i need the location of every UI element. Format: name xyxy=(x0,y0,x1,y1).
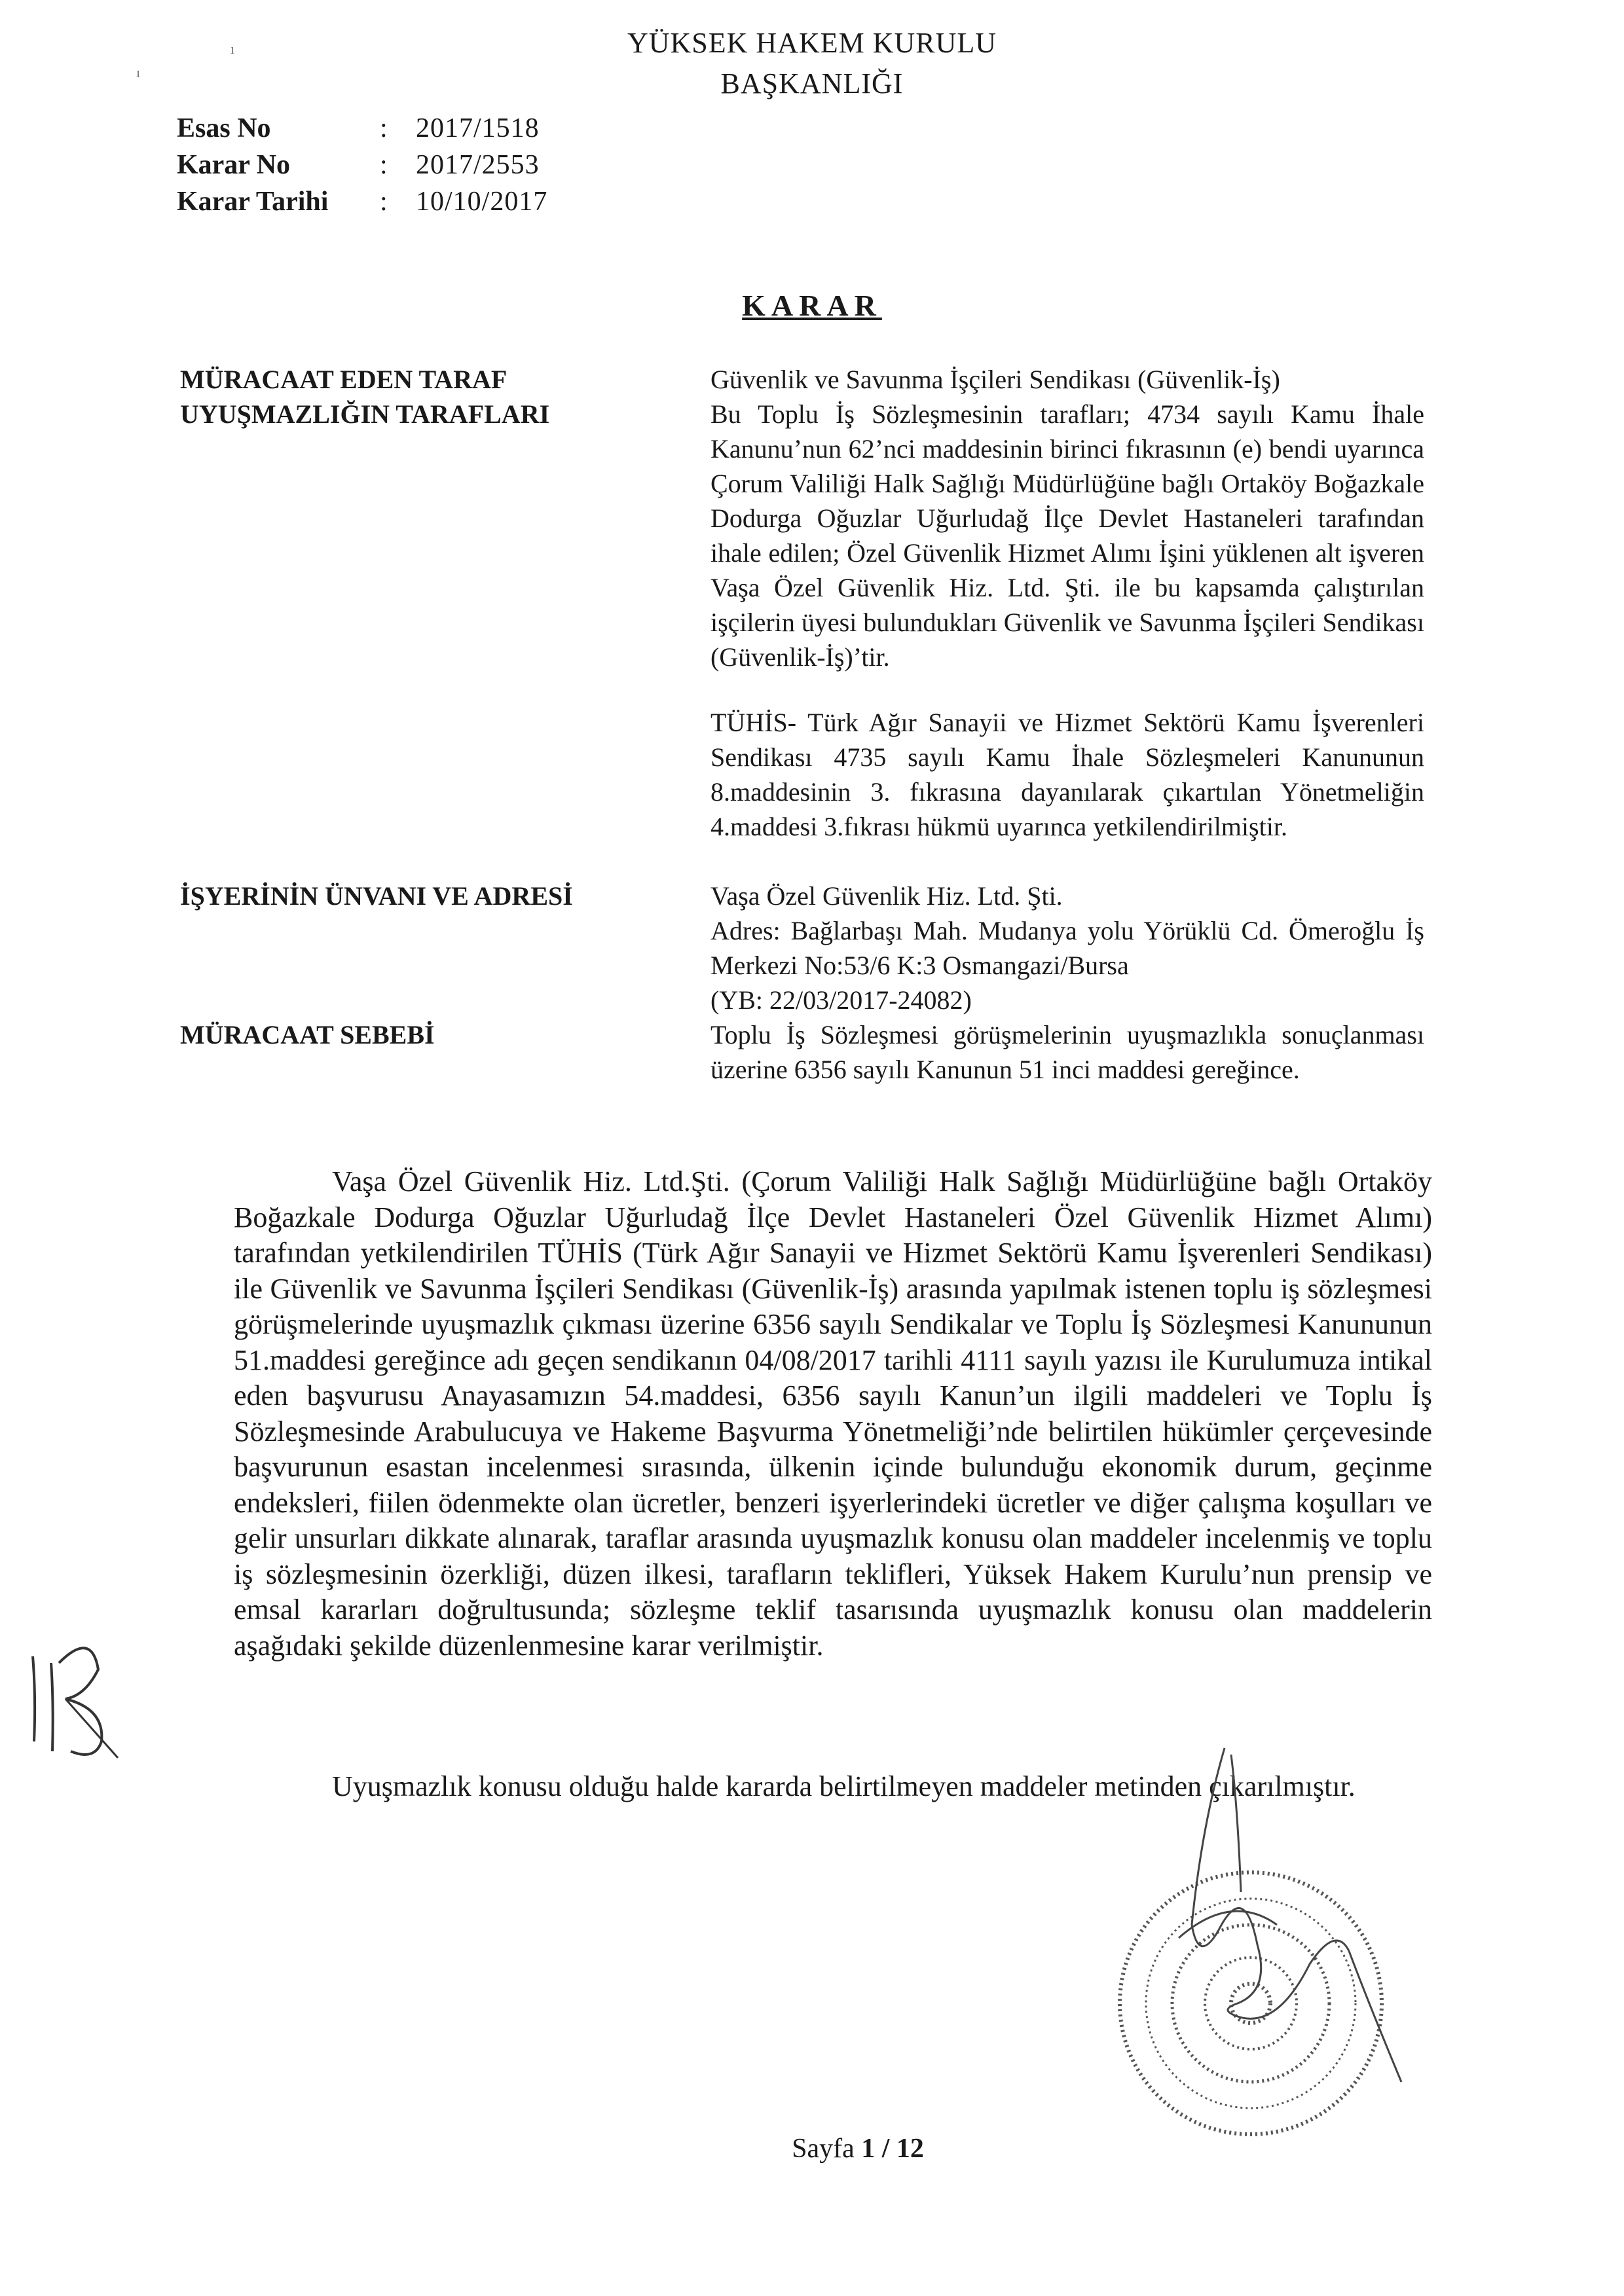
meta-separator: : xyxy=(380,113,388,143)
tarih-row xyxy=(177,183,547,220)
document-meta xyxy=(177,110,547,220)
parties-text-1: Bu Toplu İş Sözleşmesinin tarafları; 4734 sayılı Kamu İhale Kanunu’nun 62’nci maddesinin birinci fıkrasının (e) bendi uyarınca Çorum Valiliği Halk Sağlığı Müdürlüğüne bağlı Ortaköy Boğazkale Dodurga Oğuzlar Uğurludağ İlçe Devlet Hastaneleri tarafından ihale edilen; Özel Güvenlik Hizmet Alımı İşini yüklenen alt işveren Vaşa Özel Güvenlik Hiz. Ltd. Şti. ile bu kapsamda çalıştırılan işçilerin üyesi bulundukları Güvenlik ve Savunma İşçileri Sendikası (Güvenlik-İş)’tir. xyxy=(710,399,1424,672)
esas-row xyxy=(177,110,547,147)
applicant-label: MÜRACAAT EDEN TARAF xyxy=(180,365,507,394)
karar-label: Karar No xyxy=(177,150,291,180)
parties-text-2: TÜHİS- Türk Ağır Sanayii ve Hizmet Sektörü Kamu İşverenleri Sendikası 4735 sayılı Kamu İhale Sözleşmeleri Kanununun 8.maddesinin 3. fıkrasına dayanılarak çıkartılan Yönetmeliğin 4.maddesi 3.fıkrası hükmü uyarınca yetkilendirilmiştir. xyxy=(710,708,1424,841)
meta-separator: : xyxy=(380,187,388,217)
page-number xyxy=(720,2133,995,2164)
esas-value: 2017/1518 xyxy=(416,113,540,143)
workplace-address: Adres: Bağlarbaşı Mah. Mudanya yolu Yörüklü Cd. Ömeroğlu İş Merkezi No:53/6 K:3 Osmangazi/Bursa xyxy=(710,916,1424,980)
workplace-yb: (YB: 22/03/2017-24082) xyxy=(710,985,972,1015)
reason-value: Toplu İş Sözleşmesi görüşmelerinin uyuşmazlıkla sonuçlanması üzerine 6356 sayılı Kanunun 51 inci maddesi gereğince. xyxy=(710,1020,1424,1084)
parties-label: UYUŞMAZLIĞIN TARAFLARI xyxy=(180,399,550,429)
reason-label: MÜRACAAT SEBEBİ xyxy=(180,1020,435,1049)
scan-mark: ı xyxy=(231,41,235,57)
karar-row xyxy=(177,147,547,183)
page-current: 1 xyxy=(861,2134,876,2164)
meta-separator: : xyxy=(380,150,388,180)
page-prefix: Sayfa xyxy=(792,2134,855,2164)
official-seal-stamp xyxy=(1061,1728,1428,2200)
esas-label: Esas No xyxy=(177,113,271,143)
applicant-value: Güvenlik ve Savunma İşçileri Sendikası (Güvenlik-İş) xyxy=(710,365,1280,394)
workplace-label: İŞYERİNİN ÜNVANI VE ADRESİ xyxy=(180,881,573,911)
body-paragraph-2: Uyuşmazlık konusu olduğu halde kararda belirtilmeyen maddeler metinden çıkarılmıştır. xyxy=(332,1770,1356,1802)
karar-value: 2017/2553 xyxy=(416,150,540,180)
page-separator: / xyxy=(881,2134,890,2164)
body-paragraph-1: Vaşa Özel Güvenlik Hiz. Ltd.Şti. (Çorum Valiliği Halk Sağlığı Müdürlüğüne bağlı Ortaköy Boğazkale Dodurga Oğuzlar Uğurludağ İlçe Devlet Hastaneleri Özel Güvenlik Hizmet Alımı) tarafından yetkilendirilen TÜHİS (Türk Ağır Sanayii ve Hizmet Sektörü Kamu İşverenleri Sendikası) ile Güvenlik ve Savunma İşçileri Sendikası (Güvenlik-İş) arasında yapılmak istenen toplu iş sözleşmesi görüşmelerinde uyuşmazlık çıkması üzerine 6356 sayılı Sendikalar ve Toplu İş Sözleşmesi Kanununun 51.maddesi gereğince adı geçen sendikanın 04/08/2017 tarihli 4111 sayılı yazısı ile Kurulumuza intikal eden başvurusu Anayasamızın 54.maddesi, 6356 sayılı Kanun’un ilgili maddeleri ve Toplu İş Sözleşmesinde Arabulucuya ve Hakeme Başvurma Yönetmeliği’nde belirtilen hükümler çerçevesinde başvurunun esastan incelenmesi sırasında, ülkenin içinde bulunduğu ekonomik durum, geçinme endeksleri, fiilen ödenmekte olan ücretler, benzeri işyerlerindeki ücretler ve diğer çalışma koşulları ve gelir unsurları dikkate alınarak, taraflar arasında uyuşmazlık konusu olan maddeler incelenmiş ve toplu iş sözleşmesinin özerkliği, düzen ilkesi, tarafların teklifleri, Yüksek Hakem Kurulu’nun prensip ve emsal kararları doğrultusunda; sözleşme teklif tasarısında uyuşmazlık konusu olan maddelerin aşağıdaki şekilde düzenlenmesine karar verilmiştir. xyxy=(234,1165,1432,1662)
workplace-name: Vaşa Özel Güvenlik Hiz. Ltd. Şti. xyxy=(710,881,1063,911)
institution-name: YÜKSEK HAKEM KURULU xyxy=(627,27,997,59)
office-name: BAŞKANLIĞI xyxy=(720,67,904,100)
document-title: KARAR xyxy=(742,289,882,322)
tarih-value: 10/10/2017 xyxy=(416,187,548,217)
handwritten-number-mark xyxy=(20,1637,131,1768)
page-total: 12 xyxy=(896,2134,924,2164)
tarih-label: Karar Tarihi xyxy=(177,187,329,217)
scan-mark: ı xyxy=(136,64,141,81)
